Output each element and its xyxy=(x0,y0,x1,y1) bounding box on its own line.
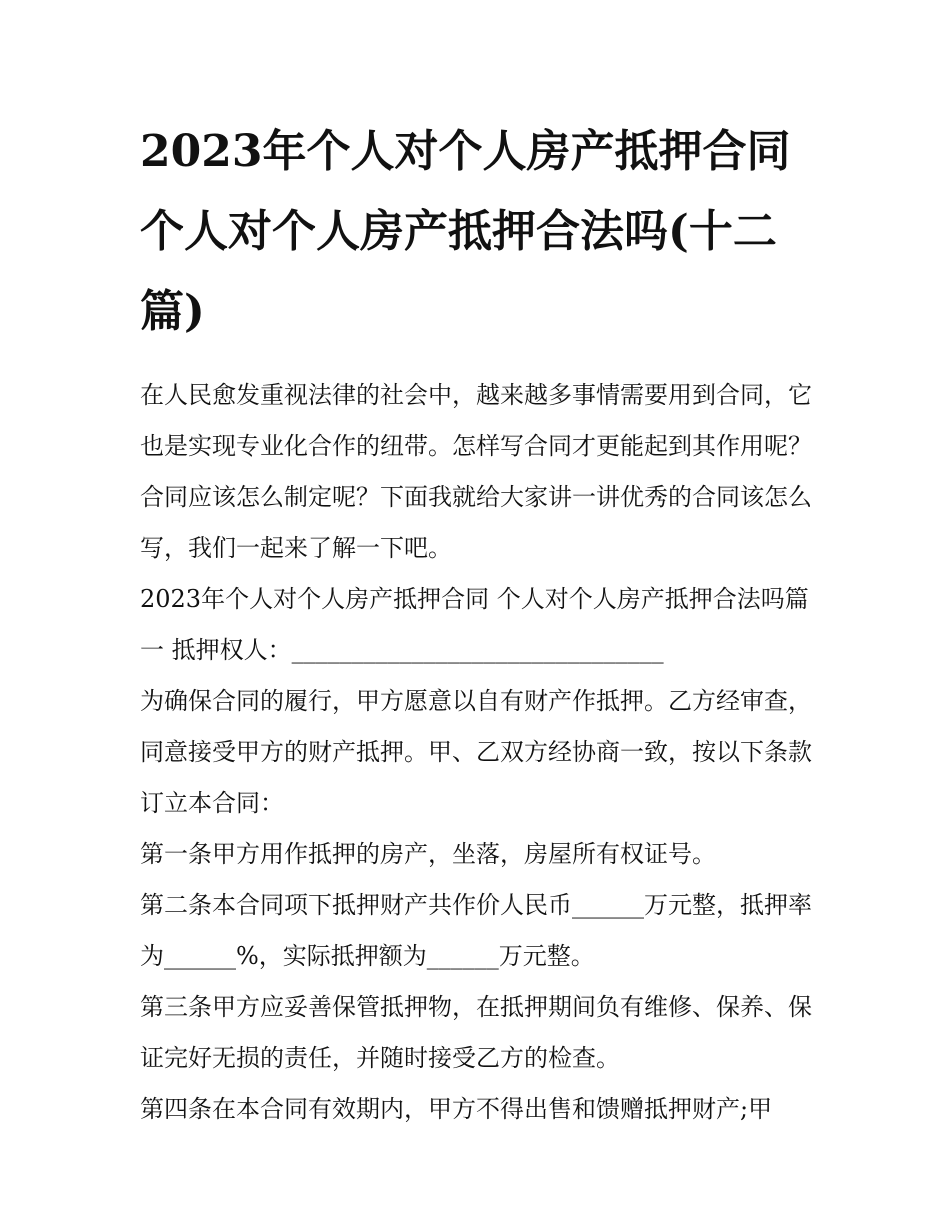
document-title: 2023年个人对个人房产抵押合同 个人对个人房产抵押合法吗(十二篇) xyxy=(140,126,791,337)
paragraph-article-3: 第三条甲方应妥善保管抵押物，在抵押期间负有维修、保养、保证完好无损的责任，并随时接受乙方的检查。 xyxy=(140,993,812,1072)
paragraph-article-1: 第一条甲方用作抵押的房产，坐落，房屋所有权证号。 xyxy=(140,840,716,868)
paragraph-preamble: 为确保合同的履行，甲方愿意以自有财产作抵押。乙方经审查，同意接受甲方的财产抵押。甲、乙双方经协商一致，按以下条款订立本合同： xyxy=(140,687,812,817)
document-page xyxy=(140,112,820,1135)
paragraph-article-4: 第四条在本合同有效期内，甲方不得出售和馈赠抵押财产;甲 xyxy=(140,1095,773,1123)
paragraph-heading-pian-1: 2023年个人对个人房产抵押合同 个人对个人房产抵押合法吗篇一 抵押权人：_______________________________ xyxy=(140,585,809,664)
intro-paragraph: 在人民愈发重视法律的社会中，越来越多事情需要用到合同，它也是实现专业化合作的纽带。怎样写合同才更能起到其作用呢？合同应该怎么制定呢？下面我就给大家讲一讲优秀的合同该怎么写，我们一起来了解一下吧。 xyxy=(140,381,812,562)
paragraph-article-2: 第二条本合同项下抵押财产共作价人民币______万元整，抵押率为______%，实际抵押额为______万元整。 xyxy=(140,891,812,970)
